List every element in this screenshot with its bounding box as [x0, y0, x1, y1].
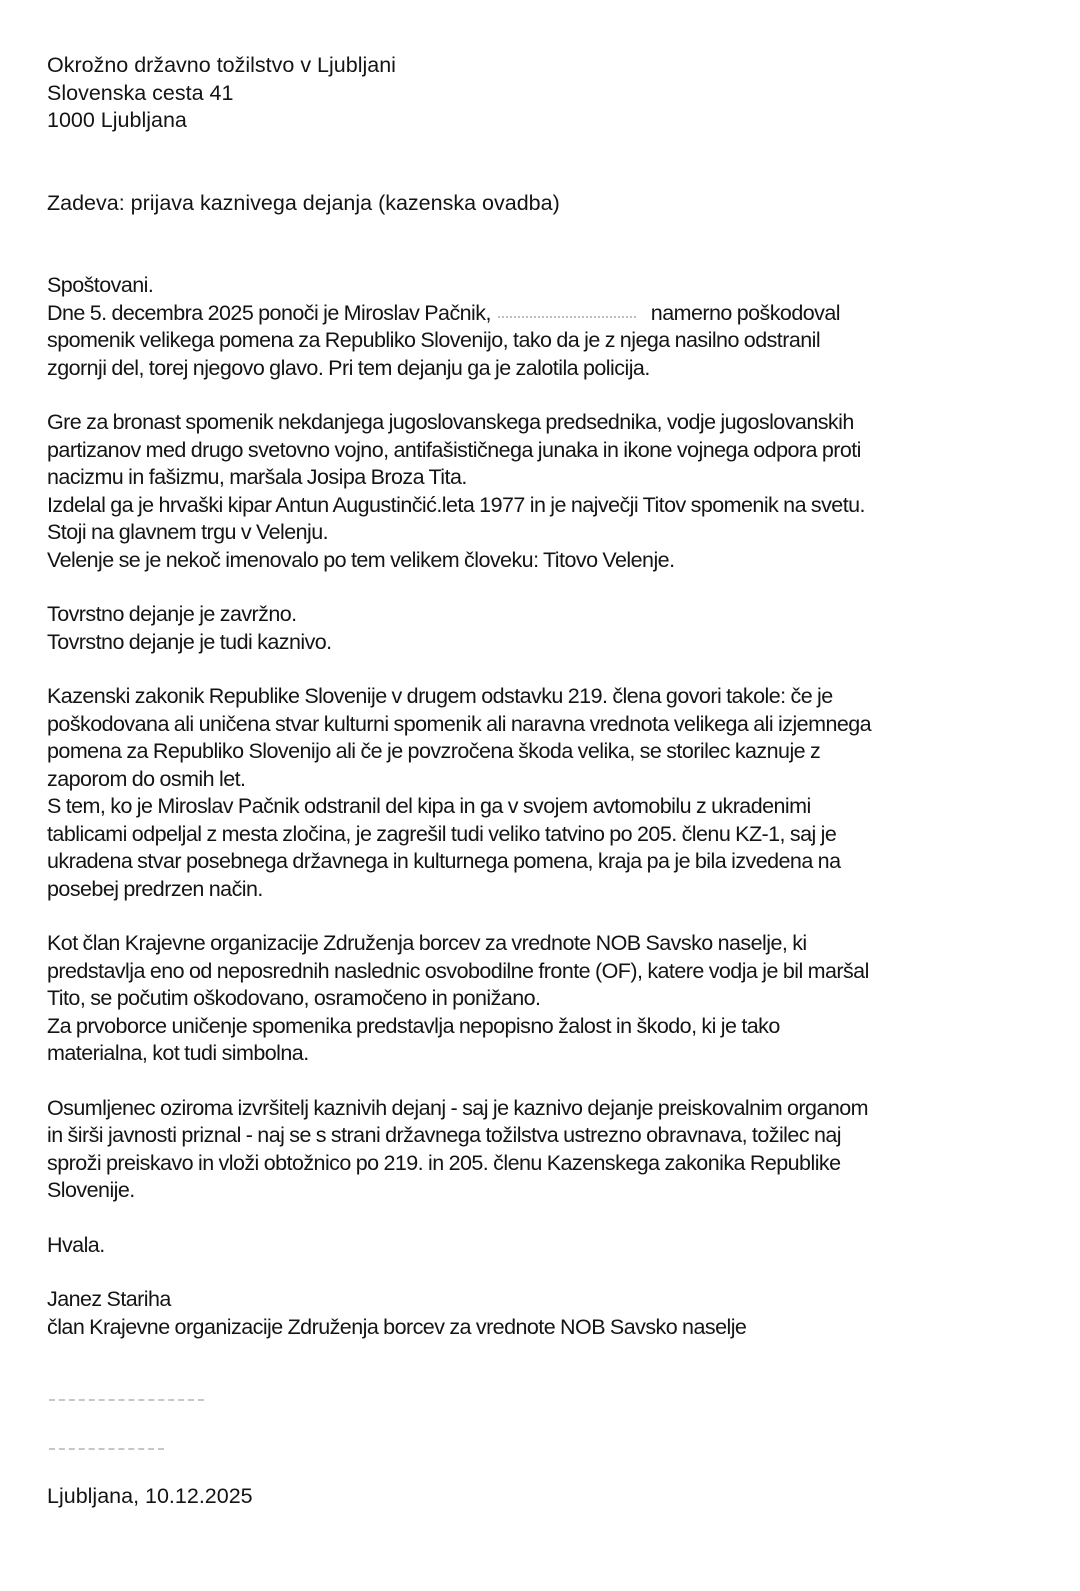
monument-line: Stoji na glavnem trgu v Velenju. [47, 520, 329, 544]
spacer [47, 217, 1047, 272]
legal-line: ukradena stvar posebnega državnega in kulturnega pomena, kraja pa je bila izvedena na [47, 849, 841, 873]
subject-line: Zadeva: prijava kaznivega dejanja (kazenska ovadba) [47, 190, 560, 215]
condemnation-line: Tovrstno dejanje je tudi kaznivo. [47, 629, 332, 654]
letter-page [47, 52, 1047, 1511]
spacer [47, 1205, 1047, 1232]
spacer [47, 1068, 1047, 1095]
paragraph-incident [47, 300, 1047, 383]
harm-line: Kot član Krajevne organizacije Združenja borcev za vrednote NOB Savsko naselje, ki [47, 931, 807, 955]
harm-line: Tito, se počutim oškodovano, osramočeno in ponižano. [47, 986, 541, 1010]
legal-line: tablicami odpeljal z mesta zločina, je zagrešil tudi veliko tatvino po 205. členu KZ-1, saj je [47, 821, 837, 846]
spacer [47, 135, 1047, 190]
paragraph-monument [47, 409, 1047, 574]
spacer [47, 1415, 1047, 1436]
request-line: in širši javnosti priznal - naj se s strani državnega tožilstva ustrezno obravnava, tožilec naj [47, 1123, 841, 1147]
spacer [47, 1463, 1047, 1483]
paragraph-condemnation [47, 601, 1047, 656]
monument-line: partizanov med drugo svetovno vojno, antifašističnega junaka in ikone vojnega odpora proti [47, 437, 861, 462]
legal-line: zaporom do osmih let. [47, 766, 246, 791]
legal-line: pomena za Republiko Slovenijo ali če je povzročena škoda velika, se storilec kaznuje z [47, 739, 821, 763]
monument-line: nacizmu in fašizmu, maršala Josipa Broza Tita. [47, 465, 467, 489]
request-line: Slovenije. [47, 1178, 135, 1202]
condemnation-line: Tovrstno dejanje je zavržno. [47, 602, 297, 626]
incident-line-1b: namerno poškodoval [650, 300, 840, 325]
request-line: sproži preiskavo in vloži obtožnico po 219. in 205. členu Kazenskega zakonika Republike [47, 1150, 841, 1175]
spacer [47, 903, 1047, 930]
spacer [47, 382, 1047, 409]
harm-line: materialna, kot tudi simbolna. [47, 1041, 309, 1065]
legal-line: posebej predrzen način. [47, 876, 263, 901]
spacer [47, 656, 1047, 683]
legal-line: S tem, ko je Miroslav Pačnik odstranil del kipa in ga v svojem avtomobilu z ukradenimi [47, 794, 811, 818]
signer-title: član Krajevne organizacije Združenja borcev za vrednote NOB Savsko naselje [47, 1314, 747, 1339]
signer-name: Janez Stariha [47, 1287, 171, 1311]
recipient-street: Slovenska cesta 41 [47, 80, 234, 105]
incident-line-1a: Dne 5. decembra 2025 ponoči je Miroslav Pačnik, [47, 300, 491, 325]
redacted-line-2 [47, 1436, 1047, 1464]
closing: Hvala. [47, 1232, 105, 1257]
harm-line: Za prvoborce uničenje spomenika predstavlja nepopisno žalost in škodo, ki je tako [47, 1013, 780, 1038]
spacer [47, 1341, 1047, 1387]
spacer [47, 1259, 1047, 1286]
legal-line: Kazenski zakonik Republike Slovenije v drugem odstavku 219. člena govori takole: če je [47, 684, 833, 708]
salutation: Spoštovani. [47, 273, 154, 297]
recipient-name: Okrožno državno tožilstvo v Ljubljani [47, 53, 396, 77]
monument-line: Velenje se je nekoč imenovalo po tem velikem človeku: Titovo Velenje. [47, 547, 675, 572]
incident-line-3: zgornji del, torej njegovo glavo. Pri tem dejanju ga je zalotila policija. [47, 355, 650, 380]
legal-line: poškodovana ali uničena stvar kulturni spomenik ali naravna vrednota velikega ali izjemnega [47, 711, 872, 736]
paragraph-request [47, 1095, 1047, 1205]
recipient-city: 1000 Ljubljana [47, 108, 187, 132]
harm-line: predstavlja eno od neposrednih naslednic osvobodilne fronte (OF), katere vodja je bil maršal [47, 958, 869, 983]
redacted-address [496, 307, 646, 321]
place-and-date: Ljubljana, 10.12.2025 [47, 1484, 253, 1508]
incident-line-2: spomenik velikega pomena za Republiko Slovenijo, tako da je z njega nasilno odstranil [47, 328, 821, 352]
request-line: Osumljenec oziroma izvršitelj kaznivih dejanj - saj je kaznivo dejanje preiskovalnim organom [47, 1095, 869, 1120]
signature-block [47, 1286, 1047, 1341]
paragraph-legal-basis [47, 683, 1047, 903]
spacer [47, 574, 1047, 601]
paragraph-personal-harm [47, 930, 1047, 1068]
monument-line: Izdelal ga je hrvaški kipar Antun Augustinčić.leta 1977 in je največji Titov spomenik na svetu. [47, 492, 865, 517]
recipient-address [47, 52, 1047, 135]
monument-line: Gre za bronast spomenik nekdanjega jugoslovanskega predsednika, vodje jugoslovanskih [47, 410, 854, 434]
redacted-line-1 [47, 1387, 1047, 1415]
